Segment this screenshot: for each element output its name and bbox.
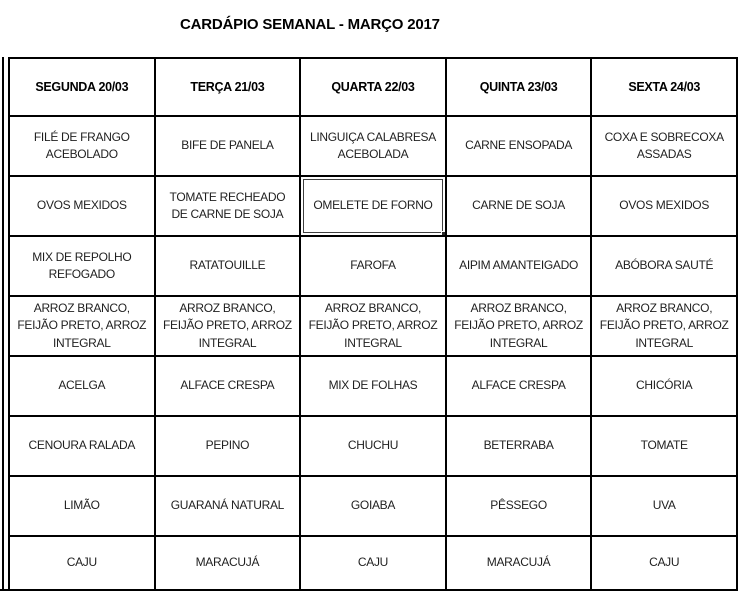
menu-cell[interactable]: CAJU — [591, 536, 737, 590]
menu-cell[interactable]: MARACUJÁ — [155, 536, 301, 590]
menu-cell[interactable]: CAJU — [9, 536, 155, 590]
menu-cell[interactable]: ACELGA — [9, 356, 155, 416]
menu-cell[interactable]: FAROFA — [300, 236, 446, 296]
header-cell-segunda[interactable]: SEGUNDA 20/03 — [9, 58, 155, 116]
menu-cell[interactable]: ALFACE CRESPA — [155, 356, 301, 416]
menu-cell[interactable]: CARNE ENSOPADA — [446, 116, 592, 176]
menu-cell-selected[interactable] — [300, 176, 446, 236]
menu-cell[interactable]: ARROZ BRANCO, FEIJÃO PRETO, ARROZ INTEGRAL — [446, 296, 592, 356]
menu-cell[interactable]: AIPIM AMANTEIGADO — [446, 236, 592, 296]
weekly-menu-table — [8, 57, 738, 591]
menu-cell[interactable]: MARACUJÁ — [446, 536, 592, 590]
menu-cell[interactable]: ARROZ BRANCO, FEIJÃO PRETO, ARROZ INTEGRAL — [300, 296, 446, 356]
table-header-row — [9, 58, 737, 116]
menu-cell[interactable]: TOMATE RECHEADO DE CARNE DE SOJA — [155, 176, 301, 236]
header-cell-sexta[interactable]: SEXTA 24/03 — [591, 58, 737, 116]
menu-cell[interactable]: CAJU — [300, 536, 446, 590]
menu-cell[interactable]: LINGUIÇA CALABRESA ACEBOLADA — [300, 116, 446, 176]
menu-cell[interactable]: PEPINO — [155, 416, 301, 476]
menu-cell[interactable]: COXA E SOBRECOXA ASSADAS — [591, 116, 737, 176]
selected-cell-label: OMELETE DE FORNO — [313, 198, 433, 213]
table-row-rice-beans — [9, 296, 737, 356]
header-cell-quarta[interactable]: QUARTA 22/03 — [300, 58, 446, 116]
menu-cell[interactable]: ARROZ BRANCO, FEIJÃO PRETO, ARROZ INTEGRAL — [9, 296, 155, 356]
menu-cell[interactable]: OVOS MEXIDOS — [591, 176, 737, 236]
menu-cell[interactable]: CENOURA RALADA — [9, 416, 155, 476]
menu-cell[interactable]: BIFE DE PANELA — [155, 116, 301, 176]
header-cell-terca[interactable]: TERÇA 21/03 — [155, 58, 301, 116]
menu-cell[interactable]: ALFACE CRESPA — [446, 356, 592, 416]
menu-cell[interactable]: CHUCHU — [300, 416, 446, 476]
menu-cell[interactable]: OVOS MEXIDOS — [9, 176, 155, 236]
table-row-main-dish — [9, 116, 737, 176]
menu-cell[interactable]: UVA — [591, 476, 737, 536]
table-row-leafy-greens — [9, 356, 737, 416]
menu-cell[interactable]: ABÓBORA SAUTÉ — [591, 236, 737, 296]
menu-cell[interactable]: MIX DE FOLHAS — [300, 356, 446, 416]
cropped-column-border — [2, 57, 4, 591]
selected-cell-outline[interactable] — [303, 179, 443, 233]
menu-cell[interactable]: GUARANÁ NATURAL — [155, 476, 301, 536]
menu-cell[interactable]: ARROZ BRANCO, FEIJÃO PRETO, ARROZ INTEGRAL — [591, 296, 737, 356]
menu-cell[interactable]: CARNE DE SOJA — [446, 176, 592, 236]
menu-cell[interactable]: LIMÃO — [9, 476, 155, 536]
table-row-fruit-2 — [9, 536, 737, 590]
table-row-egg-protein — [9, 176, 737, 236]
selection-resize-handle-icon[interactable] — [441, 231, 446, 236]
table-row-side-dish — [9, 236, 737, 296]
menu-cell[interactable]: FILÉ DE FRANGO ACEBOLADO — [9, 116, 155, 176]
menu-cell[interactable]: ARROZ BRANCO, FEIJÃO PRETO, ARROZ INTEGRAL — [155, 296, 301, 356]
menu-cell[interactable]: BETERRABA — [446, 416, 592, 476]
table-row-vegetables — [9, 416, 737, 476]
document-title: CARDÁPIO SEMANAL - MARÇO 2017 — [180, 16, 440, 33]
menu-cell[interactable]: MIX DE REPOLHO REFOGADO — [9, 236, 155, 296]
menu-cell[interactable]: PÊSSEGO — [446, 476, 592, 536]
menu-cell[interactable]: TOMATE — [591, 416, 737, 476]
menu-cell[interactable]: RATATOUILLE — [155, 236, 301, 296]
menu-cell[interactable]: CHICÓRIA — [591, 356, 737, 416]
table-row-fruit-1 — [9, 476, 737, 536]
header-cell-quinta[interactable]: QUINTA 23/03 — [446, 58, 592, 116]
menu-cell[interactable]: GOIABA — [300, 476, 446, 536]
